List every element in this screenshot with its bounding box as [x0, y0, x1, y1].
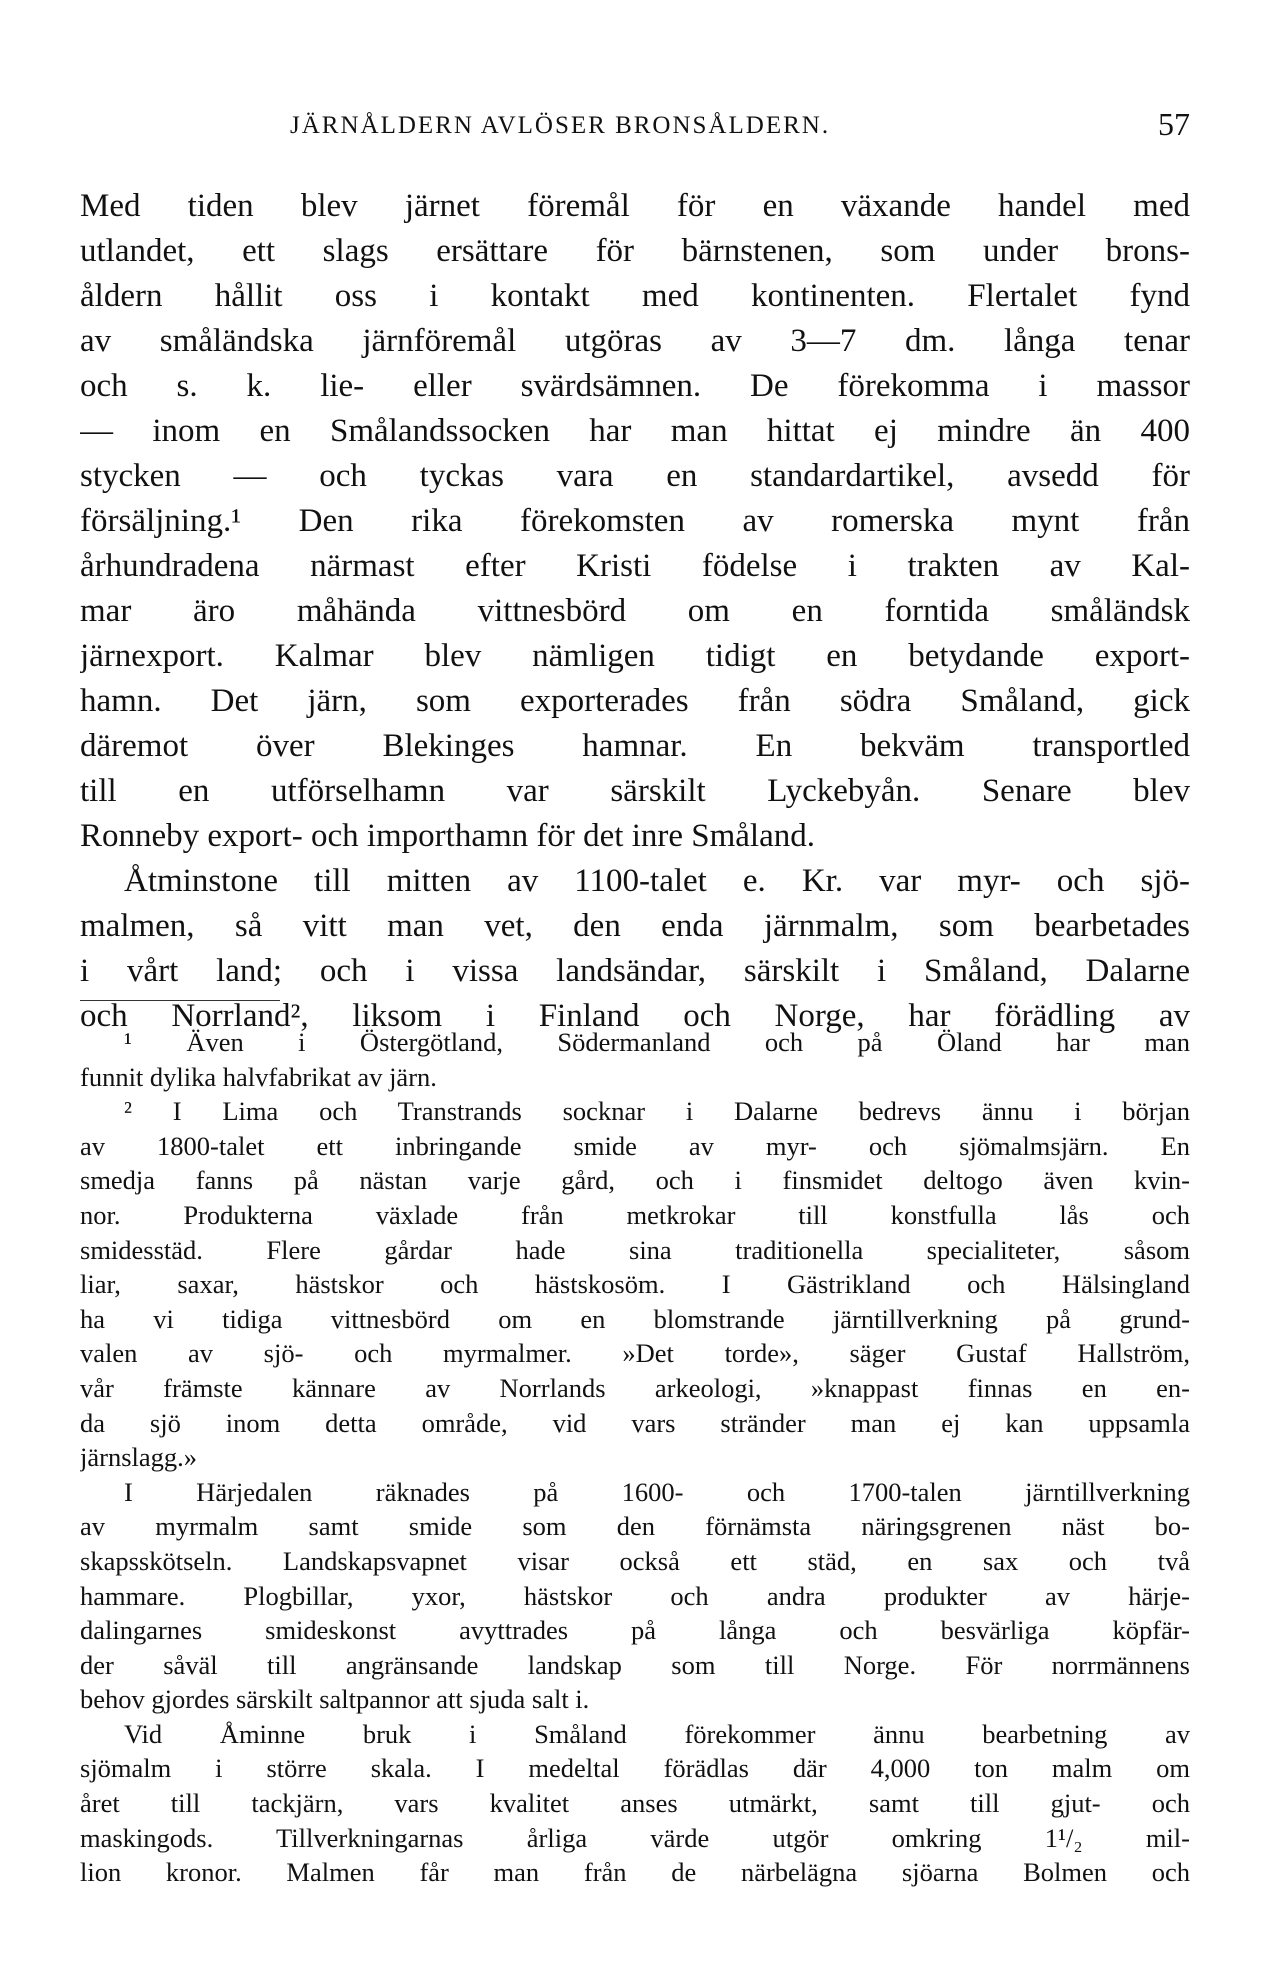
- footnote-line: ha vi tidiga vittnesbörd om en blomstrande järntillverkning på grund-: [80, 1303, 1190, 1334]
- running-head: [80, 106, 1190, 152]
- footnote-line: ¹ Även i Östergötland, Södermanland och på Öland har man: [124, 1027, 1190, 1057]
- footnote-line: nor. Produkterna växlade från metkrokar till konstfulla lås och: [80, 1199, 1190, 1230]
- page-number: 57: [1158, 106, 1190, 142]
- footnote-line: vår främste kännare av Norrlands arkeologi, »knappast finnas en en-: [80, 1372, 1190, 1403]
- footnote-line: året till tackjärn, vars kvalitet anses utmärkt, samt till gjut- och: [80, 1788, 1190, 1819]
- footnote-line: maskingods. Tillverkningarnas årliga värde utgör omkring 1¹/₂ mil-: [80, 1822, 1190, 1853]
- text-line: — inom en Smålandssocken har man hittat ej mindre än 400: [80, 413, 1190, 449]
- text-line: Åtminstone till mitten av 1100-talet e. Kr. var myr- och sjö-: [124, 863, 1190, 899]
- footnote-line: av myrmalm samt smide som den förnämsta näringsgrenen näst bo-: [80, 1511, 1190, 1542]
- text-line: däremot över Blekinges hamnar. En bekväm transportled: [80, 728, 1190, 764]
- text-line: århundradena närmast efter Kristi födelse i trakten av Kal-: [80, 548, 1190, 584]
- footnote-rule: [80, 1000, 280, 1001]
- footnote-line: ² I Lima och Transtrands socknar i Dalarne bedrevs ännu i början: [124, 1096, 1190, 1127]
- footnote-line: da sjö inom detta område, vid vars stränder man ej kan uppsamla: [80, 1407, 1190, 1438]
- footnote-line: dalingarnes smideskonst avyttrades på långa och besvärliga köpfär-: [80, 1615, 1190, 1646]
- footnote-line: I Härjedalen räknades på 1600- och 1700-talen järntillverkning: [124, 1476, 1190, 1507]
- footnote-line: behov gjordes särskilt saltpannor att sjuda salt i.: [80, 1684, 590, 1715]
- text-line: och Norrland², liksom i Finland och Norge, har förädling av: [80, 998, 1190, 1034]
- footnote-line: valen av sjö- och myrmalmer. »Det torde», säger Gustaf Hallström,: [80, 1338, 1190, 1369]
- text-line: Med tiden blev järnet föremål för en växande handel med: [80, 188, 1190, 224]
- footnote-line: hammare. Plogbillar, yxor, hästskor och andra produkter av härje-: [80, 1580, 1190, 1611]
- text-line: Ronneby export- och importhamn för det inre Småland.: [80, 818, 815, 854]
- footnote-line: smedja fanns på nästan varje gård, och i finsmidet deltogo även kvin-: [80, 1165, 1190, 1196]
- book-page: [80, 0, 1190, 1979]
- footnote-line: Vid Åminne bruk i Småland förekommer ännu bearbetning av: [124, 1718, 1190, 1749]
- main-text: [80, 184, 1190, 1039]
- footnote-line: järnslagg.»: [80, 1442, 198, 1473]
- footnote-line: lion kronor. Malmen får man från de närbelägna sjöarna Bolmen och: [80, 1857, 1190, 1888]
- text-line: stycken — och tyckas vara en standardartikel, avsedd för: [80, 458, 1190, 494]
- text-line: och s. k. lie- eller svärdsämnen. De förekomma i massor: [80, 368, 1190, 404]
- footnote-line: skapsskötseln. Landskapsvapnet visar också ett städ, en sax och två: [80, 1545, 1190, 1576]
- text-line: utlandet, ett slags ersättare för bärnstenen, som under brons-: [80, 233, 1190, 269]
- text-line: mar äro måhända vittnesbörd om en forntida småländsk: [80, 593, 1190, 629]
- footnotes: [80, 1025, 1190, 1890]
- text-line: järnexport. Kalmar blev nämligen tidigt en betydande export-: [80, 638, 1190, 674]
- footnote-line: funnit dylika halvfabrikat av järn.: [80, 1061, 437, 1092]
- footnote-line: liar, saxar, hästskor och hästskosöm. I Gästrikland och Hälsingland: [80, 1269, 1190, 1300]
- text-line: hamn. Det järn, som exporterades från södra Småland, gick: [80, 683, 1190, 719]
- text-line: av småländska järnföremål utgöras av 3—7 dm. långa tenar: [80, 323, 1190, 359]
- text-line: försäljning.¹ Den rika förekomsten av romerska mynt från: [80, 503, 1190, 539]
- footnote-line: sjömalm i större skala. I medeltal förädlas där 4,000 ton malm om: [80, 1753, 1190, 1784]
- running-title: JÄRNÅLDERN AVLÖSER BRONSÅLDERN.: [290, 112, 831, 139]
- text-line: till en utförselhamn var särskilt Lyckebyån. Senare blev: [80, 773, 1190, 809]
- text-line: i vårt land; och i vissa landsändar, särskilt i Småland, Dalarne: [80, 953, 1190, 989]
- footnote-line: av 1800-talet ett inbringande smide av myr- och sjömalmsjärn. En: [80, 1130, 1190, 1161]
- text-line: åldern hållit oss i kontakt med kontinenten. Flertalet fynd: [80, 278, 1190, 314]
- footnote-line: smidesstäd. Flere gårdar hade sina traditionella specialiteter, såsom: [80, 1234, 1190, 1265]
- text-line: malmen, så vitt man vet, den enda järnmalm, som bearbetades: [80, 908, 1190, 944]
- footnote-line: der såväl till angränsande landskap som till Norge. För norrmännens: [80, 1649, 1190, 1680]
